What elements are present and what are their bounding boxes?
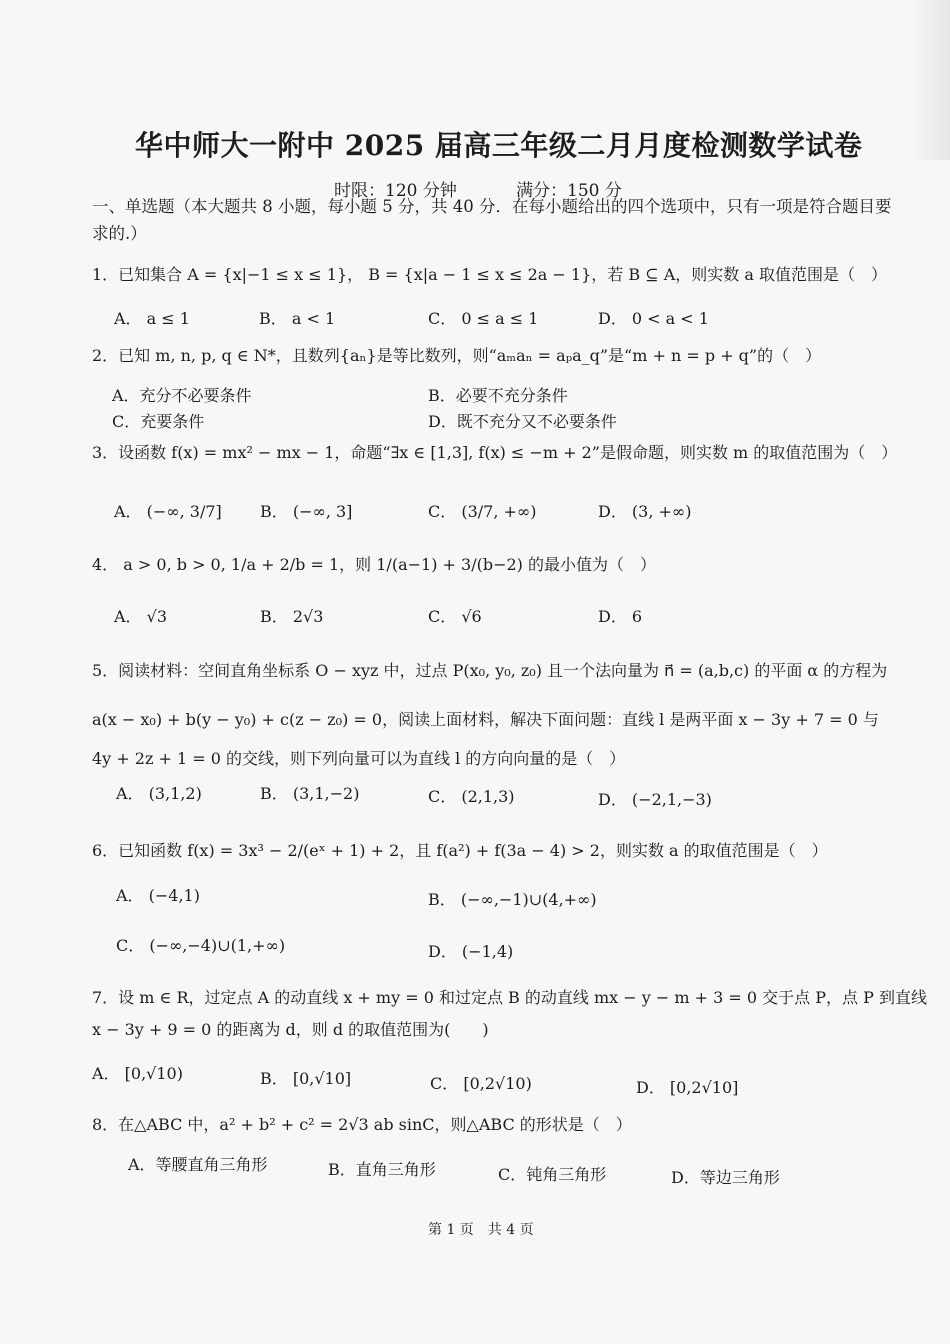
page-footer: 第 1 页 共 4 页 xyxy=(428,1222,534,1238)
q1-option-d: D． 0 < a < 1 xyxy=(598,309,709,328)
question-5-line-2: a(x − x₀) + b(y − y₀) + c(z − z₀) = 0，阅读上面材料，解决下面问题：直线 l 是两平面 x − 3y + 7 = 0 与 xyxy=(92,710,879,729)
q1-option-a: A． a ≤ 1 xyxy=(114,309,190,328)
q6-option-c: C． (−∞,−4)∪(1,+∞) xyxy=(116,936,286,955)
exam-title: 华中师大一附中 2025 届高三年级二月月度检测数学试卷 xyxy=(135,129,863,162)
q7-option-c: C． [0,2√10) xyxy=(430,1074,532,1093)
q4-option-d: D． 6 xyxy=(598,607,643,626)
q4-option-b: B． 2√3 xyxy=(260,607,324,626)
q3-option-d: D． (3, +∞) xyxy=(598,502,692,521)
q7-option-b: B． [0,√10] xyxy=(260,1069,352,1088)
q1-option-c: C． 0 ≤ a ≤ 1 xyxy=(428,309,539,328)
q6-option-d: D． (−1,4) xyxy=(428,942,514,961)
q2-option-d: D．既不充分又不必要条件 xyxy=(428,412,617,431)
q4-option-c: C． √6 xyxy=(428,607,482,626)
q7-option-a: A． [0,√10) xyxy=(92,1064,183,1083)
time-limit: 时限：120 分钟 xyxy=(334,181,457,201)
question-7-line-1: 7．设 m ∈ R，过定点 A 的动直线 x + my = 0 和过定点 B 的动直线 mx − y − m + 3 = 0 交于点 P，点 P 到直线 xyxy=(92,988,927,1007)
q2-option-b: B．必要不充分条件 xyxy=(428,386,568,405)
section-heading: 一、单选题（本大题共 8 小题，每小题 5 分，共 40 分．在每小题给出的四个选项中，只有一项是符合题目要求的.） xyxy=(92,197,892,243)
q5-option-b: B． (3,1,−2) xyxy=(260,784,360,803)
q1-option-b: B． a < 1 xyxy=(259,309,336,328)
question-6-stem: 6．已知函数 f(x) = 3x³ − 2/(eˣ + 1) + 2，且 f(a²) + f(3a − 4) > 2，则实数 a 的取值范围是（ ） xyxy=(92,841,828,860)
q6-option-a: A． (−4,1) xyxy=(116,886,200,905)
q5-option-c: C． (2,1,3) xyxy=(428,787,515,806)
q5-option-a: A． (3,1,2) xyxy=(116,784,202,803)
question-4-stem: 4． a > 0, b > 0, 1/a + 2/b = 1，则 1/(a−1) + 3/(b−2) 的最小值为（ ） xyxy=(92,555,656,574)
scan-shadow xyxy=(910,0,950,160)
question-8-stem: 8．在△ABC 中，a² + b² + c² = 2√3 ab sinC，则△ABC 的形状是（ ） xyxy=(92,1115,632,1134)
q4-option-a: A． √3 xyxy=(114,607,168,626)
q5-option-d: D． (−2,1,−3) xyxy=(598,790,712,809)
q8-option-b: B．直角三角形 xyxy=(328,1160,436,1179)
q2-option-a: A．充分不必要条件 xyxy=(112,386,252,405)
question-5-line-3: 4y + 2z + 1 = 0 的交线，则下列向量可以为直线 l 的方向向量的是（ ） xyxy=(92,749,626,768)
q6-option-b: B． (−∞,−1)∪(4,+∞) xyxy=(428,890,597,909)
question-5-line-1: 5．阅读材料：空间直角坐标系 O − xyz 中，过点 P(x₀, y₀, z₀) 且一个法向量为 n⃗ = (a,b,c) 的平面 α 的方程为 xyxy=(92,661,888,680)
q8-option-a: A．等腰直角三角形 xyxy=(128,1155,268,1174)
q3-option-c: C． (3/7, +∞) xyxy=(428,502,537,521)
question-2-stem: 2．已知 m, n, p, q ∈ N*，且数列{aₙ}是等比数列，则“aₘaₙ = aₚa_q”是“m + n = p + q”的（ ） xyxy=(92,346,822,365)
question-3-stem: 3．设函数 f(x) = mx² − mx − 1，命题“∃x ∈ [1,3], f(x) ≤ −m + 2”是假命题，则实数 m 的取值范围为（ ） xyxy=(92,443,898,462)
full-score: 满分：150 分 xyxy=(516,181,622,201)
q2-option-c: C．充要条件 xyxy=(112,412,205,431)
q7-option-d: D． [0,2√10] xyxy=(636,1078,739,1097)
q3-option-b: B． (−∞, 3] xyxy=(260,502,353,521)
q8-option-d: D．等边三角形 xyxy=(671,1168,780,1187)
question-7-line-2: x − 3y + 9 = 0 的距离为 d，则 d 的取值范围为( ) xyxy=(92,1020,489,1039)
q8-option-c: C．钝角三角形 xyxy=(498,1165,607,1184)
question-1-stem: 1．已知集合 A = {x|−1 ≤ x ≤ 1}， B = {x|a − 1 ≤ x ≤ 2a − 1}，若 B ⊆ A，则实数 a 取值范围是（ ） xyxy=(92,265,887,284)
q3-option-a: A． (−∞, 3/7] xyxy=(114,502,222,521)
